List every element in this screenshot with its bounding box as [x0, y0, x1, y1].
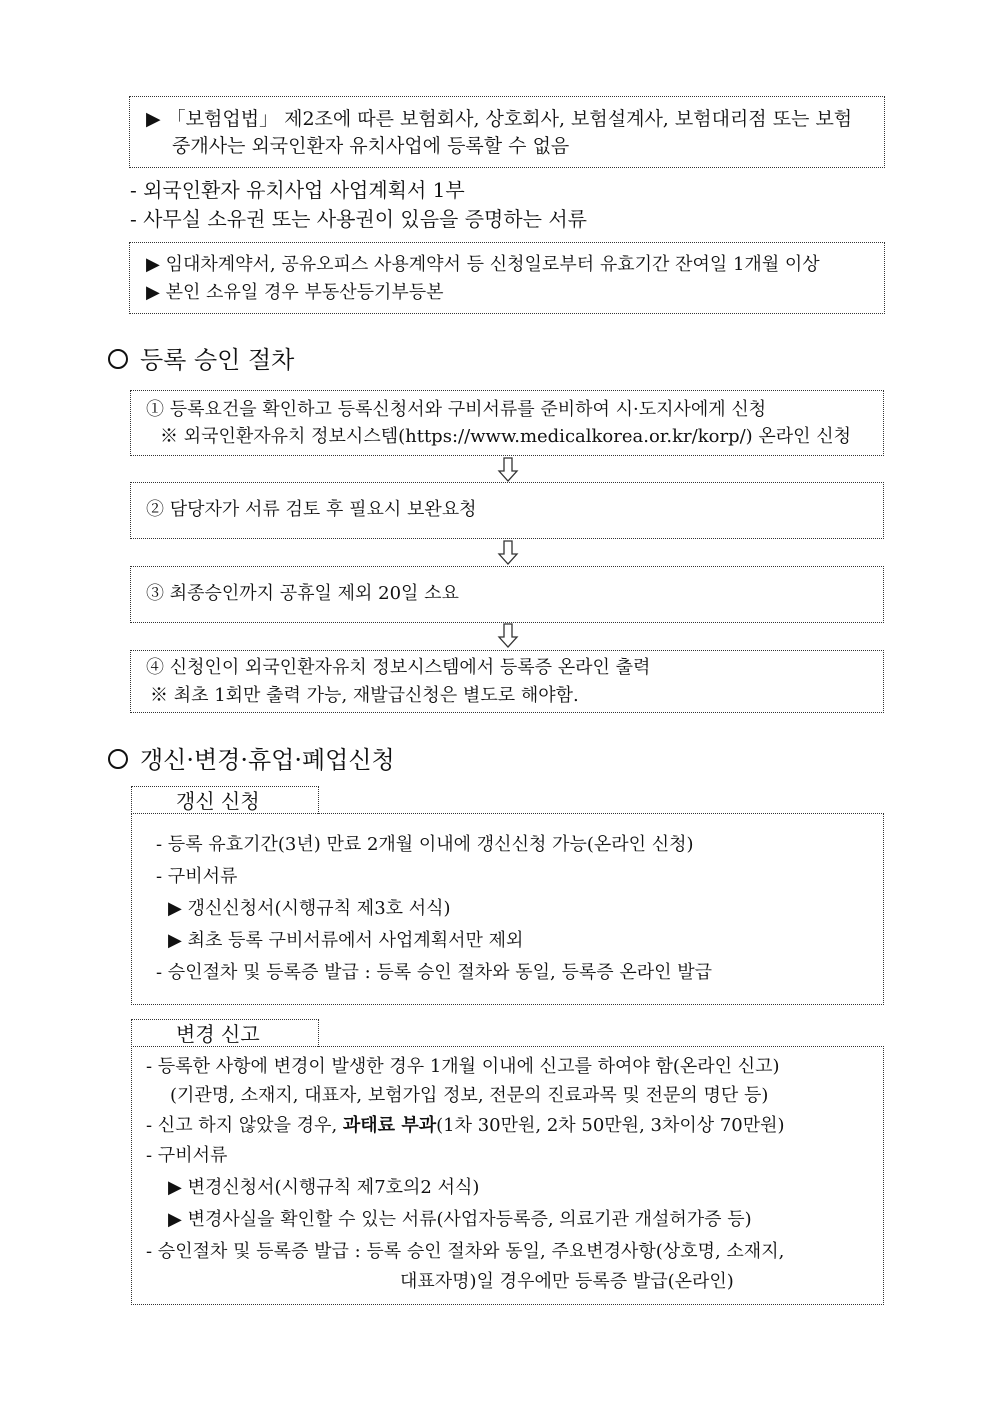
renew-line-4: ▶ 최초 등록 구비서류에서 사업계획서만 제외: [168, 930, 524, 951]
renewal-heading: 갱신·변경·휴업·폐업신청: [108, 744, 395, 776]
step-3-line: ③ 최종승인까지 공휴일 제외 20일 소요: [146, 583, 459, 604]
step-2-line: ② 담당자가 서류 검토 후 필요시 보완요청: [146, 499, 477, 520]
renew-line-5: - 승인절차 및 등록증 발급 : 등록 승인 절차와 동일, 등록증 온라인 발급: [156, 962, 713, 983]
renew-line-2: - 구비서류: [156, 866, 238, 887]
step-4-note: ※ 최초 1회만 출력 가능, 재발급신청은 별도로 해야함.: [150, 685, 579, 706]
insurance-note-line-2: 중개사는 외국인환자 유치사업에 등록할 수 없음: [172, 135, 570, 157]
office-proof-item: - 사무실 소유권 또는 사용권이 있음을 증명하는 서류: [130, 207, 587, 231]
penalty-line: - 신고 하지 않았을 경우, 과태료 부과(1차 30만원, 2차 50만원, 3차이상 70만원): [146, 1115, 785, 1136]
office-proof-line-2: ▶ 본인 소유일 경우 부동산등기부등본: [146, 282, 444, 303]
renew-tab: 갱신 신청: [131, 786, 319, 814]
arrow-down-icon: [497, 457, 519, 483]
change-line-1: - 등록한 사항에 변경이 발생한 경우 1개월 이내에 신고를 하여야 함(온라인 신고): [146, 1056, 780, 1077]
change-line-6: - 승인절차 및 등록증 발급 : 등록 승인 절차와 동일, 주요변경사항(상호명, 소재지,: [146, 1241, 785, 1262]
step-4-line: ④ 신청인이 외국인환자유치 정보시스템에서 등록증 온라인 출력: [146, 657, 651, 678]
renew-line-1: - 등록 유효기간(3년) 만료 2개월 이내에 갱신신청 가능(온라인 신청): [156, 834, 694, 855]
change-line-7: 대표자명)일 경우에만 등록증 발급(온라인): [400, 1271, 734, 1292]
step-1-note: ※ 외국인환자유치 정보시스템(https://www.medicalkorea.or.kr/korp/) 온라인 신청: [160, 426, 852, 447]
approval-heading: 등록 승인 절차: [108, 344, 294, 376]
office-proof-line-1: ▶ 임대차계약서, 공유오피스 사용계약서 등 신청일로부터 유효기간 잔여일 1개월 이상: [146, 254, 820, 275]
business-plan-item: - 외국인환자 유치사업 사업계획서 1부: [130, 178, 465, 202]
change-line-4: ▶ 변경신청서(시행규칙 제7호의2 서식): [168, 1177, 480, 1198]
arrow-down-icon: [497, 540, 519, 566]
circle-bullet-icon: [108, 749, 128, 769]
circle-bullet-icon: [108, 349, 128, 369]
change-line-3: - 구비서류: [146, 1145, 228, 1166]
change-line-2: (기관명, 소재지, 대표자, 보험가입 정보, 전문의 진료과목 및 전문의 명단 등): [170, 1085, 769, 1106]
arrow-down-icon: [497, 623, 519, 649]
insurance-note-line-1: ▶ 「보험업법」 제2조에 따른 보험회사, 상호회사, 보험설계사, 보험대리점 또는 보험: [146, 108, 853, 130]
step-1-line: ① 등록요건을 확인하고 등록신청서와 구비서류를 준비하여 시·도지사에게 신청: [146, 399, 767, 420]
change-line-5: ▶ 변경사실을 확인할 수 있는 서류(사업자등록증, 의료기관 개설허가증 등): [168, 1209, 752, 1230]
renew-line-3: ▶ 갱신신청서(시행규칙 제3호 서식): [168, 898, 451, 919]
penalty-emphasis: 과태료 부과: [342, 1115, 437, 1136]
change-tab: 변경 신고: [131, 1019, 319, 1047]
